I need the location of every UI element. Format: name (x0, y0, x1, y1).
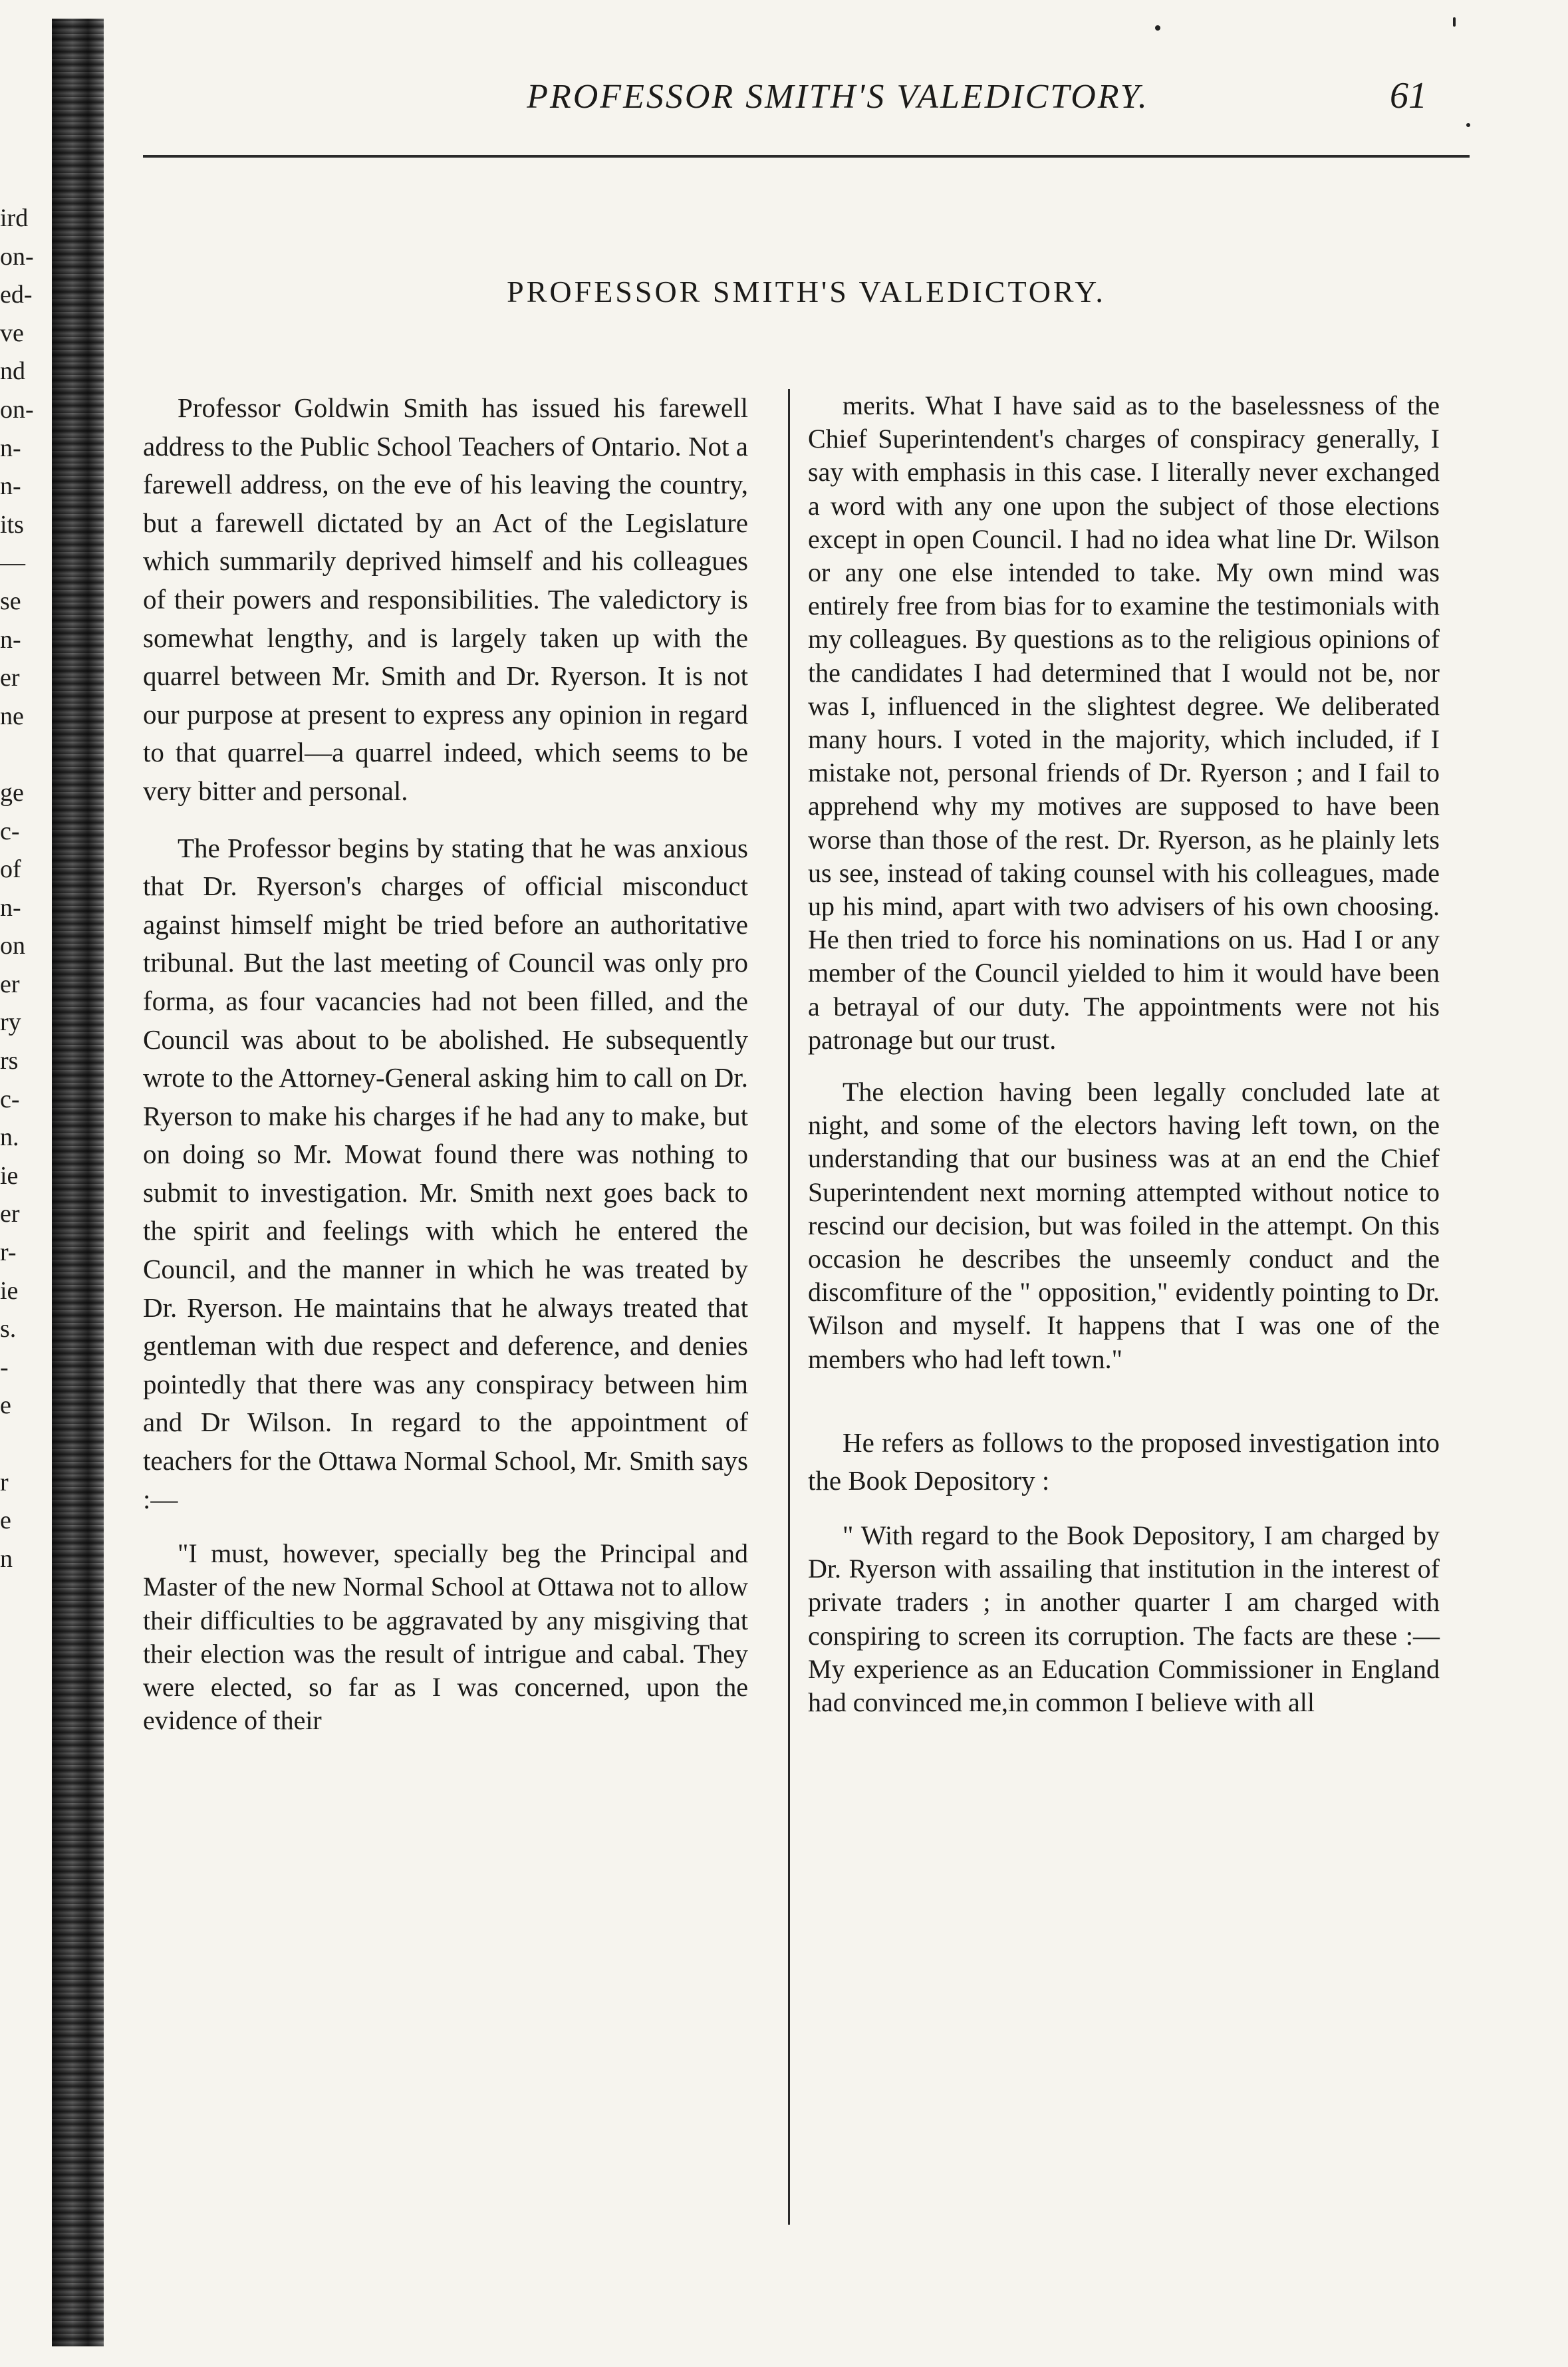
margin-fragment: ie (0, 1161, 19, 1190)
quoted-paragraph: "I must, however, specially beg the Principal and Master of the new Normal School at Ottawa not to allow their difficulties to be aggravated by any misgiving that their election was the result of intrigue and cabal. They were elected, so far as I was concerned, upon the evidence of their (143, 1538, 748, 1736)
margin-fragment: n- (0, 434, 21, 462)
margin-fragment (0, 736, 52, 774)
margin-fragment: er (0, 664, 20, 692)
margin-fragment: — (0, 549, 25, 577)
margin-fragment: nd (0, 357, 25, 386)
margin-fragment: c- (0, 817, 20, 845)
margin-fragment: its (0, 510, 24, 539)
column-divider (788, 389, 790, 2225)
margin-fragment: s. (0, 1315, 17, 1343)
margin-fragment: - (0, 1353, 9, 1381)
margin-fragment: e (0, 1391, 11, 1420)
margin-fragment (0, 1425, 52, 1464)
margin-fragment: n- (0, 893, 21, 922)
margin-fragment: r (0, 1468, 9, 1496)
margin-fragment: er (0, 1200, 20, 1228)
book-binding-edge (52, 19, 104, 2346)
margin-fragment: n. (0, 1123, 19, 1152)
margin-fragment: rs (0, 1047, 19, 1075)
quoted-paragraph: merits. What I have said as to the baselessness of the Chief Superintendent's charges of conspiracy generally, I say with emphasis in this case. I literally never exchanged a word with any one upon the subject of those elections except in open Council. I had no idea what line Dr. Wilson or any one else intended to take. My own mind was entirely free from bias for to examine the testimonials with my colleagues. By questions as to the religious opinions of the candidates I had determined that I would not be, nor was I, influenced in the slightest degree. We deliberated many hours. I voted in the majority, which included, if I mistake not, personal friends of Dr. Ryerson ; and I fail to apprehend why my motives are supposed to have been worse than those of the rest. Dr. Ryerson, as he plainly lets us see, instead of taking counsel with his colleagues, made up his mind, apart with two advisers of his own choosing. He then tried to force his nominations on us. Had I or any member of the Council yielded to him it would have been a betrayal of our duty. The appointments were not his patronage but our trust. (808, 390, 1440, 1055)
paragraph: Professor Goldwin Smith has issued his farewell address to the Public School Teachers of Ontario. Not a farewell address, on the eve of his leaving the country, but a farewell dictated by an Act of the Legislature which summarily deprived himself and his colleagues of their powers and responsibilities. The valedictory is somewhat lengthy, and is largely taken up with the quarrel between Mr. Smith and Dr. Ryerson. It is not our purpose at present to express any opinion in regard to that quarrel—a quarrel indeed, which seems to be very bitter and personal. (143, 392, 748, 806)
paragraph: He refers as follows to the proposed investigation into the Book Depository : (808, 1427, 1440, 1496)
left-column (143, 389, 748, 1737)
print-speck (1155, 25, 1160, 31)
margin-fragment: ge (0, 778, 24, 807)
quoted-paragraph: The election having been legally concluded late at night, and some of the electors having left town, on the understanding that our business was at an end the Chief Superintendent next morning attempted without notice to rescind our decision, but was foiled in the attempt. On this occasion he describes the unseemly conduct and the discomfiture of the " opposition," evidently pointing to Dr. Wilson and myself. It happens that I was one of the members who had left town." (808, 1077, 1440, 1374)
running-head: PROFESSOR SMITH'S VALEDICTORY. (527, 78, 1149, 116)
quoted-paragraph: " With regard to the Book Depository, I am charged by Dr. Ryerson with assailing that institution in the interest of private traders ; in another quarter I am charged with conspiring to screen its corruption. The facts are these :—My experience as an Education Commissioner in England had convinced me,in common I believe with all (808, 1520, 1440, 1718)
margin-fragment: n (0, 1544, 13, 1573)
margin-fragment: c- (0, 1085, 20, 1113)
margin-fragment: of (0, 855, 21, 884)
header-rule (143, 155, 1470, 158)
paragraph: The Professor begins by stating that he was anxious that Dr. Ryerson's charges of official misconduct against himself might be tried before an authoritative tribunal. But the last meeting of Council was only pro forma, as four vacancies had not been filled, and the Council was about to be abolished. He subsequently wrote to the Attorney-General asking him to call on Dr. Ryerson to make his charges if he had any to make, but on doing so Mr. Mowat found there was nothing to submit to investigation. Mr. Smith next goes back to the spirit and feelings with which he entered the Council, and the manner in which he was treated by Dr. Ryerson. He maintains that he always treated that gentleman with due respect and deference, and denies pointedly that there was any conspiracy between him and Dr Wilson. In regard to the appointment of teachers for the Ottawa Normal School, Mr. Smith says :— (143, 832, 748, 1514)
margin-fragment: n- (0, 472, 21, 501)
print-speck (1453, 17, 1456, 27)
margin-fragment: n- (0, 625, 21, 654)
right-column (808, 389, 1440, 1719)
margin-fragment: e (0, 1506, 11, 1535)
facing-page-margin-fragments (0, 200, 52, 1578)
print-speck (1466, 123, 1470, 127)
margin-fragment: on- (0, 395, 34, 424)
article-title: PROFESSOR SMITH'S VALEDICTORY. (507, 275, 1106, 309)
margin-fragment: ne (0, 702, 24, 730)
margin-fragment: ed- (0, 281, 33, 309)
margin-fragment: se (0, 587, 21, 615)
margin-fragment: r- (0, 1238, 17, 1267)
margin-fragment: ry (0, 1008, 21, 1037)
margin-fragment: ve (0, 319, 24, 347)
margin-fragment: er (0, 970, 20, 998)
margin-fragment: on (0, 932, 25, 960)
margin-fragment: ird (0, 204, 29, 232)
margin-fragment: on- (0, 242, 34, 271)
margin-fragment: ie (0, 1276, 19, 1305)
page-number: 61 (1390, 75, 1427, 116)
